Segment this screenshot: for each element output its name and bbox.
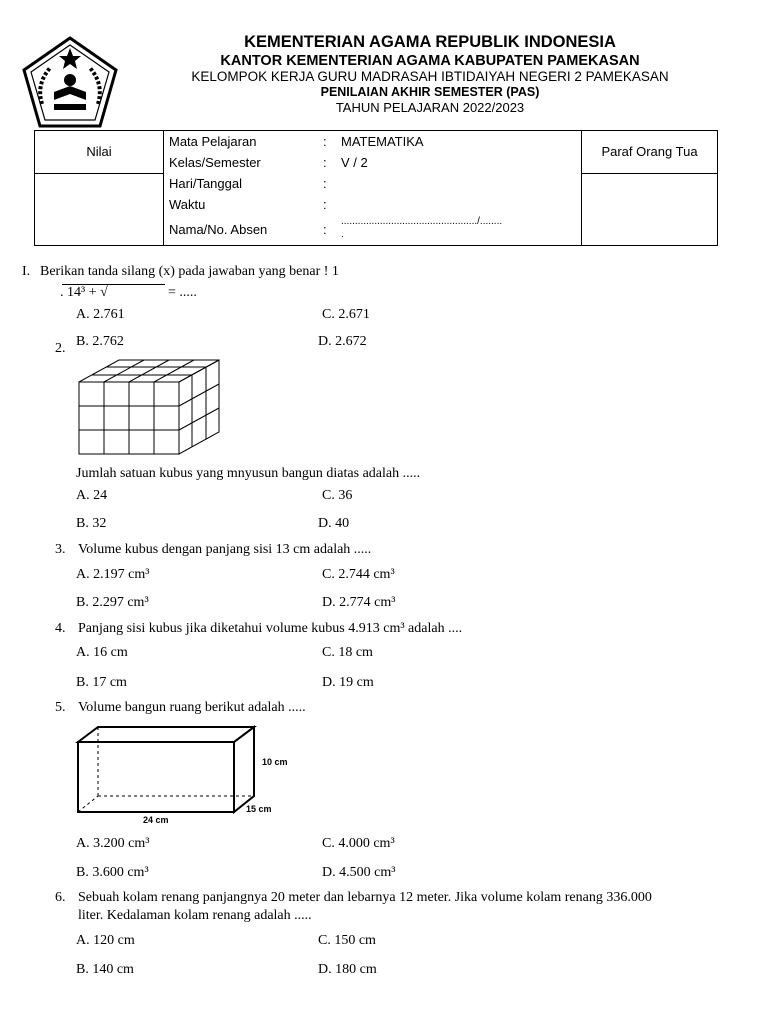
colon: : [323,197,327,212]
cuboid-height-label: 10 cm [262,757,288,767]
kemenag-logo [20,34,120,130]
q6-option-b[interactable]: B. 140 cm [76,962,134,977]
question-5-text: Volume bangun ruang berikut adalah ..... [78,700,306,715]
header-line-office: KANTOR KEMENTERIAN AGAMA KABUPATEN PAMEKASAN [220,53,640,69]
question-3-number: 3. [55,542,66,557]
label-kelas-semester: Kelas/Semester [169,155,261,170]
colon: : [323,176,327,191]
q1-option-a[interactable]: A. 2.761 [76,307,125,322]
header-line-exam: PENILAIAN AKHIR SEMESTER (PAS) [320,85,540,99]
q6-option-a[interactable]: A. 120 cm [76,933,135,948]
q1-option-d[interactable]: D. 2.672 [318,334,367,349]
q3-option-b[interactable]: B. 2.297 cm³ [76,595,149,610]
q4-option-c[interactable]: C. 18 cm [322,645,373,660]
q5-option-d[interactable]: D. 4.500 cm³ [322,865,396,880]
section-number: I. [22,264,31,279]
question-1-tail: = ..... [168,285,197,300]
q3-option-c[interactable]: C. 2.744 cm³ [322,567,395,582]
question-2-text: Jumlah satuan kubus yang mnyusun bangun diatas adalah ..... [76,466,421,481]
q4-option-a[interactable]: A. 16 cm [76,645,128,660]
header-line-kkg: KELOMPOK KERJA GURU MADRASAH IBTIDAIYAH NEGERI 2 PAMEKASAN [191,69,669,84]
question-3-text: Volume kubus dengan panjang sisi 13 cm adalah ..... [78,542,372,557]
question-6-text-line2: liter. Kedalaman kolam renang adalah ..... [78,908,312,923]
colon: : [323,222,327,237]
question-5-number: 5. [55,700,66,715]
label-mata-pelajaran: Mata Pelajaran [169,134,257,149]
label-hari-tanggal: Hari/Tanggal [169,176,242,191]
q4-option-b[interactable]: B. 17 cm [76,675,127,690]
q6-option-c[interactable]: C. 150 cm [318,933,376,948]
question-6-text-line1: Sebuah kolam renang panjangnya 20 meter dan lebarnya 12 meter. Jika volume kolam renang 336.000 [78,890,652,905]
paraf-label: Paraf Orang Tua [601,144,698,159]
sqrt-overline [62,284,165,285]
question-1-text: . 14³ + √ [60,285,108,300]
q4-option-d[interactable]: D. 19 cm [322,675,374,690]
q2-option-a[interactable]: A. 24 [76,488,108,503]
q5-option-b[interactable]: B. 3.600 cm³ [76,865,149,880]
question-4-number: 4. [55,621,66,636]
colon: : [323,134,327,149]
value-nama-absen: ................................................./........ [341,216,503,227]
section-instruction: Berikan tanda silang (x) pada jawaban yang benar ! 1 [40,264,339,279]
question-4-text: Panjang sisi kubus jika diketahui volume kubus 4.913 cm³ adalah .... [78,621,463,636]
cuboid-depth-label: 15 cm [246,804,272,814]
q5-option-c[interactable]: C. 4.000 cm³ [322,836,395,851]
q3-option-d[interactable]: D. 2.774 cm³ [322,595,396,610]
value-mata-pelajaran: MATEMATIKA [341,134,424,149]
cuboid-length-label: 24 cm [143,815,169,825]
colon: : [323,155,327,170]
cube-stack-figure [74,356,224,458]
q3-option-a[interactable]: A. 2.197 cm³ [76,567,150,582]
student-info-table [34,130,718,246]
q1-option-b[interactable]: B. 2.762 [76,334,124,349]
header-line-year: TAHUN PELAJARAN 2022/2023 [335,100,525,115]
header-line-ministry: KEMENTERIAN AGAMA REPUBLIK INDONESIA [244,33,616,51]
q2-option-c[interactable]: C. 36 [322,488,353,503]
q5-option-a[interactable]: A. 3.200 cm³ [76,836,150,851]
q1-option-c[interactable]: C. 2.671 [322,307,370,322]
label-waktu: Waktu [169,197,206,212]
question-6-number: 6. [55,890,66,905]
q2-option-b[interactable]: B. 32 [76,516,107,531]
value-kelas-semester: V / 2 [341,155,368,170]
q6-option-d[interactable]: D. 180 cm [318,962,377,977]
q2-option-d[interactable]: D. 40 [318,516,350,531]
nilai-label: Nilai [86,144,112,159]
trailing-dot: . [341,229,344,240]
label-nama-absen: Nama/No. Absen [169,222,268,237]
question-2-number: 2. [55,341,66,356]
